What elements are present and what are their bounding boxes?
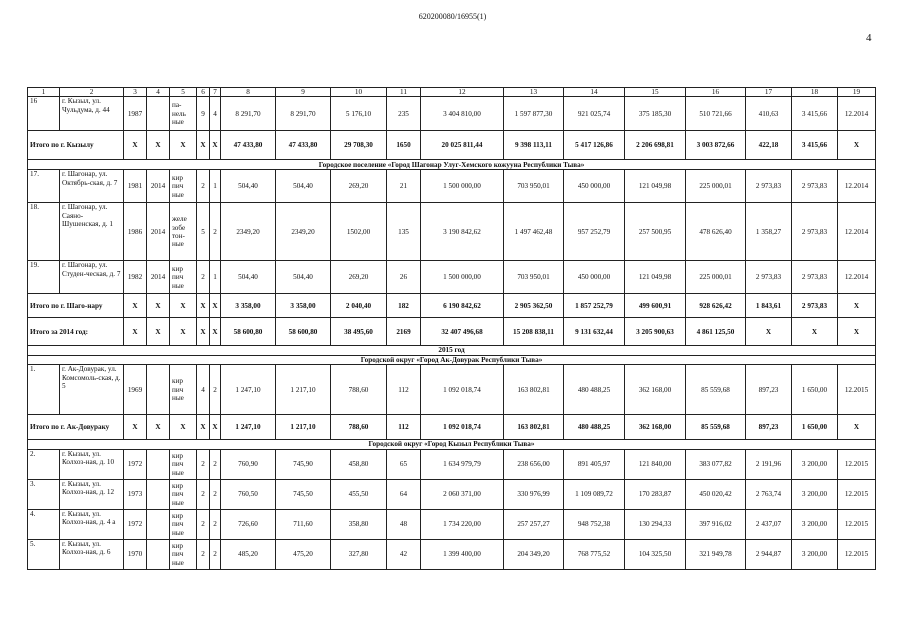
- total-cell: 3 003 872,66: [686, 131, 746, 160]
- page-number: 4: [866, 32, 872, 44]
- total-cell: 2169: [387, 318, 421, 346]
- table-cell: 2: [210, 449, 221, 479]
- table-cell: 726,60: [221, 509, 276, 539]
- table-cell: 2 973,83: [792, 203, 838, 261]
- section-header-row: [28, 440, 876, 449]
- table-cell: 1986: [124, 203, 147, 261]
- table-row: [28, 449, 876, 479]
- table-cell: г. Шагонар, ул. Саяно-Шушенская, д. 1: [60, 203, 124, 261]
- table-cell: 163 802,81: [504, 365, 564, 415]
- table-cell: 760,50: [221, 479, 276, 509]
- section-header-row: [28, 160, 876, 170]
- total-cell: 3 415,66: [792, 131, 838, 160]
- total-cell: 788,60: [331, 415, 387, 440]
- table-cell: [147, 365, 170, 415]
- total-cell: 47 433,80: [221, 131, 276, 160]
- table-cell: 760,90: [221, 449, 276, 479]
- table-cell: 5: [197, 203, 210, 261]
- total-cell: X: [124, 415, 147, 440]
- table-cell: 397 916,02: [686, 509, 746, 539]
- table-cell: 2: [210, 479, 221, 509]
- table-cell: 3 404 810,00: [421, 97, 504, 131]
- table-cell: г. Кызыл, ул. Колхоз-ная, д. 12: [60, 479, 124, 509]
- total-cell: X: [838, 131, 876, 160]
- table-cell: 12.2015: [838, 509, 876, 539]
- table-cell: 1: [210, 261, 221, 294]
- total-cell: 29 708,30: [331, 131, 387, 160]
- table-cell: 450 000,00: [564, 170, 625, 203]
- table-cell: 19.: [28, 261, 60, 294]
- total-cell: 3 358,00: [221, 294, 276, 318]
- table-cell: 1972: [124, 449, 147, 479]
- housing-program-table: [27, 87, 876, 570]
- table-cell: 12.2014: [838, 97, 876, 131]
- table-cell: 18.: [28, 203, 60, 261]
- table-cell: 1981: [124, 170, 147, 203]
- table-cell: 1987: [124, 97, 147, 131]
- table-cell: 65: [387, 449, 421, 479]
- total-cell: 32 407 496,68: [421, 318, 504, 346]
- table-cell: 170 283,87: [625, 479, 686, 509]
- table-cell: 2349,20: [221, 203, 276, 261]
- table-cell: 269,20: [331, 170, 387, 203]
- table-cell: 450 020,42: [686, 479, 746, 509]
- column-number-cell: 6: [197, 88, 210, 97]
- table-cell: 2 060 371,00: [421, 479, 504, 509]
- column-number-cell: 2: [60, 88, 124, 97]
- total-cell: 38 495,60: [331, 318, 387, 346]
- table-row: [28, 203, 876, 261]
- table-cell: 375 185,30: [625, 97, 686, 131]
- total-cell: 6 190 842,62: [421, 294, 504, 318]
- total-cell: X: [170, 318, 197, 346]
- total-cell: 1 857 252,79: [564, 294, 625, 318]
- table-cell: 1 358,27: [746, 203, 792, 261]
- table-cell: 1 217,10: [276, 365, 331, 415]
- column-number-cell: 14: [564, 88, 625, 97]
- table-cell: 130 294,33: [625, 509, 686, 539]
- table-cell: [147, 449, 170, 479]
- table-cell: 1 247,10: [221, 365, 276, 415]
- table-cell: 1 650,00: [792, 365, 838, 415]
- table-cell: 2: [197, 449, 210, 479]
- total-cell: X: [210, 131, 221, 160]
- table-cell: 2: [210, 365, 221, 415]
- table-cell: 1969: [124, 365, 147, 415]
- table-cell: кир пич ные: [170, 509, 197, 539]
- total-cell: X: [170, 415, 197, 440]
- table-cell: 2 973,83: [792, 170, 838, 203]
- table-cell: 2: [197, 509, 210, 539]
- table-cell: 504,40: [276, 170, 331, 203]
- table-cell: 135: [387, 203, 421, 261]
- table-cell: 3 200,00: [792, 449, 838, 479]
- table-cell: 891 405,97: [564, 449, 625, 479]
- total-cell: 480 488,25: [564, 415, 625, 440]
- table-cell: 2014: [147, 261, 170, 294]
- total-cell: X: [147, 318, 170, 346]
- table-cell: 2: [197, 261, 210, 294]
- total-cell: 1 092 018,74: [421, 415, 504, 440]
- table-cell: 3.: [28, 479, 60, 509]
- total-cell: 1 217,10: [276, 415, 331, 440]
- total-row: [28, 131, 876, 160]
- table-cell: 3 200,00: [792, 509, 838, 539]
- total-cell: 2 040,40: [331, 294, 387, 318]
- table-cell: 3 200,00: [792, 539, 838, 569]
- total-cell: 9 398 113,11: [504, 131, 564, 160]
- table-cell: 8 291,70: [276, 97, 331, 131]
- table-cell: 948 752,38: [564, 509, 625, 539]
- column-number-cell: 10: [331, 88, 387, 97]
- total-cell: 4 861 125,50: [686, 318, 746, 346]
- table-cell: 104 325,50: [625, 539, 686, 569]
- total-cell: 1 843,61: [746, 294, 792, 318]
- total-cell: 3 358,00: [276, 294, 331, 318]
- total-cell: X: [147, 294, 170, 318]
- total-cell: 928 626,42: [686, 294, 746, 318]
- total-label: Итого по г. Шаго-нару: [28, 294, 124, 318]
- section-title: Городское поселение «Город Шагонар Улуг-Хемского кожууна Республики Тыва»: [28, 160, 876, 170]
- table-cell: 703 950,01: [504, 170, 564, 203]
- table-cell: 2: [197, 479, 210, 509]
- table-cell: 121 049,98: [625, 261, 686, 294]
- table-cell: 788,60: [331, 365, 387, 415]
- section-title: 2015 год: [28, 346, 876, 355]
- column-number-cell: 18: [792, 88, 838, 97]
- total-cell: X: [147, 131, 170, 160]
- table-cell: 1 500 000,00: [421, 261, 504, 294]
- table-cell: 410,63: [746, 97, 792, 131]
- table-cell: 3 190 842,62: [421, 203, 504, 261]
- table-cell: 3 415,66: [792, 97, 838, 131]
- column-number-cell: 3: [124, 88, 147, 97]
- table-cell: 2014: [147, 170, 170, 203]
- table-cell: г. Шагонар, ул. Студен-ческая, д. 7: [60, 261, 124, 294]
- table-cell: 1 399 400,00: [421, 539, 504, 569]
- table-cell: 2014: [147, 203, 170, 261]
- table-cell: 8 291,70: [221, 97, 276, 131]
- table-row: [28, 97, 876, 131]
- total-cell: X: [210, 318, 221, 346]
- total-cell: 362 168,00: [625, 415, 686, 440]
- table-cell: 42: [387, 539, 421, 569]
- section-header-row: [28, 346, 876, 355]
- table-cell: 2: [210, 539, 221, 569]
- column-number-cell: 17: [746, 88, 792, 97]
- table-cell: 330 976,99: [504, 479, 564, 509]
- total-row: [28, 415, 876, 440]
- table-cell: 2 191,96: [746, 449, 792, 479]
- column-number-cell: 9: [276, 88, 331, 97]
- table-cell: 1972: [124, 509, 147, 539]
- total-cell: 15 208 838,11: [504, 318, 564, 346]
- total-cell: X: [124, 318, 147, 346]
- column-number-cell: 11: [387, 88, 421, 97]
- table-cell: 12.2014: [838, 261, 876, 294]
- total-cell: 85 559,68: [686, 415, 746, 440]
- total-cell: X: [838, 318, 876, 346]
- total-cell: 2 973,83: [792, 294, 838, 318]
- table-cell: 480 488,25: [564, 365, 625, 415]
- table-cell: 235: [387, 97, 421, 131]
- table-cell: 2: [210, 203, 221, 261]
- column-number-cell: 15: [625, 88, 686, 97]
- section-title: Городской округ «Город Ак-Довурак Республики Тыва»: [28, 355, 876, 364]
- table-cell: 383 077,82: [686, 449, 746, 479]
- table-cell: 2 437,07: [746, 509, 792, 539]
- table-cell: 1982: [124, 261, 147, 294]
- table-cell: 450 000,00: [564, 261, 625, 294]
- table-cell: 327,80: [331, 539, 387, 569]
- table-cell: желе зобе тон-ные: [170, 203, 197, 261]
- total-cell: X: [210, 415, 221, 440]
- section-header-row: [28, 355, 876, 364]
- total-cell: 9 131 632,44: [564, 318, 625, 346]
- total-cell: 2 905 362,50: [504, 294, 564, 318]
- table-cell: 269,20: [331, 261, 387, 294]
- table-cell: 2349,20: [276, 203, 331, 261]
- total-cell: 163 802,81: [504, 415, 564, 440]
- table-row: [28, 509, 876, 539]
- table-cell: 2: [210, 509, 221, 539]
- table-cell: 12.2014: [838, 170, 876, 203]
- table-body: [28, 88, 876, 570]
- table-cell: 1502,00: [331, 203, 387, 261]
- table-cell: 510 721,66: [686, 97, 746, 131]
- column-number-cell: 13: [504, 88, 564, 97]
- table-cell: 1 109 089,72: [564, 479, 625, 509]
- table-cell: [147, 509, 170, 539]
- table-cell: 362 168,00: [625, 365, 686, 415]
- total-cell: X: [838, 294, 876, 318]
- table-row: [28, 261, 876, 294]
- table-cell: 121 049,98: [625, 170, 686, 203]
- table-cell: 12.2014: [838, 203, 876, 261]
- total-cell: X: [838, 415, 876, 440]
- table-cell: 225 000,01: [686, 261, 746, 294]
- table-cell: 703 950,01: [504, 261, 564, 294]
- table-cell: [147, 539, 170, 569]
- table-cell: 2: [197, 539, 210, 569]
- table-cell: 1 597 877,30: [504, 97, 564, 131]
- table-cell: кир пич ные: [170, 479, 197, 509]
- total-cell: 20 025 811,44: [421, 131, 504, 160]
- total-cell: 58 600,80: [276, 318, 331, 346]
- table-cell: 458,80: [331, 449, 387, 479]
- table-cell: 112: [387, 365, 421, 415]
- total-cell: X: [197, 294, 210, 318]
- table-row: [28, 170, 876, 203]
- table-cell: г. Кызыл, ул. Колхоз-ная, д. 10: [60, 449, 124, 479]
- total-cell: X: [197, 131, 210, 160]
- table-cell: 358,80: [331, 509, 387, 539]
- total-label: Итого по г. Кызылу: [28, 131, 124, 160]
- table-cell: 504,40: [221, 170, 276, 203]
- table-cell: 1 497 462,48: [504, 203, 564, 261]
- table-cell: 85 559,68: [686, 365, 746, 415]
- column-number-row: [28, 88, 876, 97]
- table-cell: 204 349,20: [504, 539, 564, 569]
- total-cell: 1 650,00: [792, 415, 838, 440]
- table-cell: 5 176,10: [331, 97, 387, 131]
- column-number-cell: 5: [170, 88, 197, 97]
- total-cell: 3 205 900,63: [625, 318, 686, 346]
- table-cell: 4: [197, 365, 210, 415]
- total-cell: X: [170, 131, 197, 160]
- total-cell: 1650: [387, 131, 421, 160]
- table-cell: 16: [28, 97, 60, 131]
- table-row: [28, 539, 876, 569]
- table-cell: кир пич ные: [170, 449, 197, 479]
- table-cell: 1 092 018,74: [421, 365, 504, 415]
- table-row: [28, 365, 876, 415]
- table-cell: 4.: [28, 509, 60, 539]
- table-cell: 12.2015: [838, 365, 876, 415]
- total-cell: 499 600,91: [625, 294, 686, 318]
- table-cell: 455,50: [331, 479, 387, 509]
- total-cell: 182: [387, 294, 421, 318]
- table-cell: 957 252,79: [564, 203, 625, 261]
- table-cell: 2 973,83: [792, 261, 838, 294]
- total-cell: X: [210, 294, 221, 318]
- table-cell: 478 626,40: [686, 203, 746, 261]
- table-cell: 2 944,87: [746, 539, 792, 569]
- total-row: [28, 294, 876, 318]
- table-cell: 9: [197, 97, 210, 131]
- table-cell: 897,23: [746, 365, 792, 415]
- table-cell: 238 656,00: [504, 449, 564, 479]
- table-row: [28, 479, 876, 509]
- column-number-cell: 7: [210, 88, 221, 97]
- table-cell: 475,20: [276, 539, 331, 569]
- table-cell: 745,90: [276, 449, 331, 479]
- table-cell: па-нель ные: [170, 97, 197, 131]
- total-cell: 58 600,80: [221, 318, 276, 346]
- table-cell: г. Ак-Довурак, ул. Комсомоль-ская, д. 5: [60, 365, 124, 415]
- total-cell: 5 417 126,86: [564, 131, 625, 160]
- table-cell: 2 973,83: [746, 170, 792, 203]
- total-cell: X: [746, 318, 792, 346]
- table-cell: 3 200,00: [792, 479, 838, 509]
- table-cell: г. Кызыл, ул. Колхоз-ная, д. 6: [60, 539, 124, 569]
- total-label: Итого по г. Ак-Довураку: [28, 415, 124, 440]
- table-cell: 257 500,95: [625, 203, 686, 261]
- table-cell: 1.: [28, 365, 60, 415]
- table-cell: 12.2015: [838, 479, 876, 509]
- section-title: Городской округ «Город Кызыл Республики Тыва»: [28, 440, 876, 449]
- total-cell: X: [197, 415, 210, 440]
- table-cell: 485,20: [221, 539, 276, 569]
- table-cell: г. Кызыл, ул. Колхоз-ная, д. 4 а: [60, 509, 124, 539]
- column-number-cell: 8: [221, 88, 276, 97]
- column-number-cell: 1: [28, 88, 60, 97]
- table-cell: кир пич ные: [170, 261, 197, 294]
- table-cell: 26: [387, 261, 421, 294]
- table-cell: 4: [210, 97, 221, 131]
- table-cell: [147, 479, 170, 509]
- table-cell: 12.2015: [838, 449, 876, 479]
- table-cell: 48: [387, 509, 421, 539]
- total-cell: 1 247,10: [221, 415, 276, 440]
- table-cell: 768 775,52: [564, 539, 625, 569]
- table-cell: г. Кызыл, ул. Чульдума, д. 44: [60, 97, 124, 131]
- table-cell: кир пич ные: [170, 365, 197, 415]
- total-cell: X: [124, 131, 147, 160]
- table-cell: кир пич ные: [170, 539, 197, 569]
- table-cell: 504,40: [276, 261, 331, 294]
- table-cell: 121 840,00: [625, 449, 686, 479]
- table-cell: 2 763,74: [746, 479, 792, 509]
- total-cell: 2 206 698,81: [625, 131, 686, 160]
- table-cell: 225 000,01: [686, 170, 746, 203]
- total-row: [28, 318, 876, 346]
- table-cell: 1: [210, 170, 221, 203]
- table-cell: 64: [387, 479, 421, 509]
- table-cell: кир пич ные: [170, 170, 197, 203]
- table-cell: 12.2015: [838, 539, 876, 569]
- total-cell: X: [147, 415, 170, 440]
- table-cell: 1970: [124, 539, 147, 569]
- total-label: Итого за 2014 год:: [28, 318, 124, 346]
- total-cell: X: [170, 294, 197, 318]
- total-cell: X: [792, 318, 838, 346]
- table-cell: г. Шагонар, ул. Октябрь-ская, д. 7: [60, 170, 124, 203]
- table-cell: 1973: [124, 479, 147, 509]
- document-id: 620200080/16955(1): [418, 12, 487, 21]
- table-cell: 711,60: [276, 509, 331, 539]
- table-cell: [147, 97, 170, 131]
- table-cell: 1 634 979,79: [421, 449, 504, 479]
- table-cell: 504,40: [221, 261, 276, 294]
- total-cell: X: [197, 318, 210, 346]
- column-number-cell: 4: [147, 88, 170, 97]
- column-number-cell: 16: [686, 88, 746, 97]
- table-cell: 2.: [28, 449, 60, 479]
- table-cell: 257 257,27: [504, 509, 564, 539]
- column-number-cell: 19: [838, 88, 876, 97]
- table-cell: 1 734 220,00: [421, 509, 504, 539]
- table-cell: 2: [197, 170, 210, 203]
- total-cell: X: [124, 294, 147, 318]
- column-number-cell: 12: [421, 88, 504, 97]
- table-cell: 21: [387, 170, 421, 203]
- total-cell: 422,18: [746, 131, 792, 160]
- table-cell: 2 973,83: [746, 261, 792, 294]
- total-cell: 112: [387, 415, 421, 440]
- table-cell: 921 025,74: [564, 97, 625, 131]
- table-cell: 5.: [28, 539, 60, 569]
- total-cell: 897,23: [746, 415, 792, 440]
- table-cell: 17.: [28, 170, 60, 203]
- total-cell: 47 433,80: [276, 131, 331, 160]
- table-cell: 1 500 000,00: [421, 170, 504, 203]
- table-cell: 745,50: [276, 479, 331, 509]
- table-cell: 321 949,78: [686, 539, 746, 569]
